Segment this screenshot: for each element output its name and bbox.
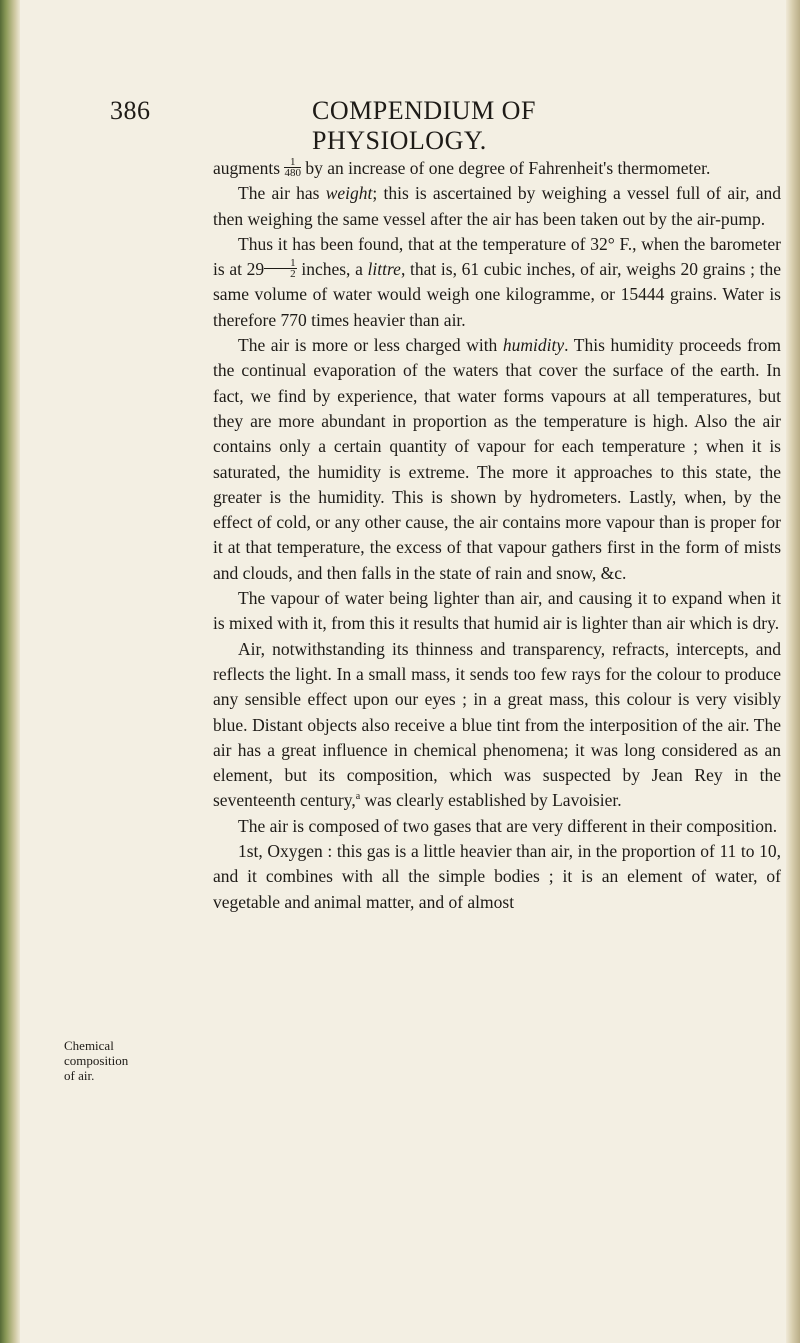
- margin-note-line: of air.: [64, 1068, 95, 1083]
- text-run: was clearly established by Lavoisier.: [360, 790, 622, 811]
- text-run: , that is, 61 cubic inches, of air, weighs 20 grains ; the same volume of water would weigh one kilogramme, or 15444 grains. Water is therefore 770 times heavier than air.: [213, 259, 781, 330]
- paragraph-3: [213, 232, 781, 333]
- footnote-marker: a: [355, 791, 361, 803]
- text-run: . This humidity proceeds from the continual evaporation of the waters that cover the surface of the earth. In fact, we find by experience, that water forms vapours at all temperatures, but they are more abundant in proportion as the temperature is high. Also the air contains only a certain quantity of vapour for each temperature ; when it is saturated, the humidity is extreme. The more it approaches to this state, the greater is the humidity. This is shown by hydrometers. Lastly, when, by the effect of cold, or any other cause, the air contains more vapour than is proper for it at that temperature, the excess of that vapour gathers first in the form of mists and clouds, and then falls in the state of rain and snow, &c.: [213, 335, 782, 583]
- margin-note-line: composition: [64, 1053, 129, 1068]
- text-run: by an increase of one degree of Fahrenheit's thermometer.: [300, 158, 711, 178]
- paragraph-5: The vapour of water being lighter than air, and causing it to expand when it is mixed with it, from this it results that humid air is lighter than air which is dry.: [213, 588, 781, 634]
- margin-note-line: Chemical: [64, 1038, 114, 1053]
- fraction-denominator: 480: [284, 167, 301, 179]
- paragraph-2: [213, 181, 781, 232]
- text-run: augments: [213, 158, 285, 178]
- page-header: [110, 96, 710, 155]
- text-run: inches, a: [296, 259, 368, 280]
- text-run: ; this is ascertained by weighing a vessel full of air, and then weighing the same vessel after the air has been taken out by the air-pump.: [213, 183, 781, 229]
- italic-term: humidity: [502, 335, 565, 356]
- paragraph-6: [213, 637, 781, 814]
- italic-term: weight: [325, 183, 373, 204]
- paragraph-7: The air is composed of two gases that are very different in their composition.: [238, 815, 778, 836]
- italic-term: littre: [367, 259, 401, 280]
- fraction-denominator: 2: [290, 268, 296, 281]
- page-fore-edge: [786, 0, 800, 1343]
- text-run: Thus it has been found, that at the temperature of 32° F., when the barometer is at 29: [213, 233, 781, 280]
- text-run: Air, notwithstanding its thinness and transparency, refracts, intercepts, and reflects the light. In a small mass, it sends too few rays for the colour to produce any sensible effect upon our eyes ; in a great mass, this colour is very visibly blue. Distant objects also receive a blue tint from the interposition of the air. The air has a great influence in chemical phenomena; it was long considered as an element, but its composition, which was suspected by Jean Rey in the seventeenth century,: [213, 638, 781, 811]
- running-title: COMPENDIUM OF PHYSIOLOGY.: [312, 96, 536, 155]
- page-number: 386: [110, 96, 151, 125]
- text-run: The air has: [238, 183, 326, 204]
- paragraph-4: [213, 333, 781, 586]
- fraction-numerator: 1: [264, 258, 297, 269]
- text-run: The air is more or less charged with: [238, 335, 503, 356]
- body-text: [213, 156, 781, 915]
- fraction: [264, 258, 297, 279]
- fraction-numerator: 1: [284, 157, 301, 168]
- paragraph-8: 1st, Oxygen : this gas is a little heavier than air, in the proportion of 11 to 10, and it combines with all the simple bodies ; it is an element of water, of vegetable and animal matter, and of almost: [213, 841, 781, 912]
- fraction: [284, 157, 301, 178]
- paragraph-1: [213, 156, 781, 181]
- book-binding-edge: [0, 0, 20, 1343]
- margin-note: [64, 1038, 154, 1083]
